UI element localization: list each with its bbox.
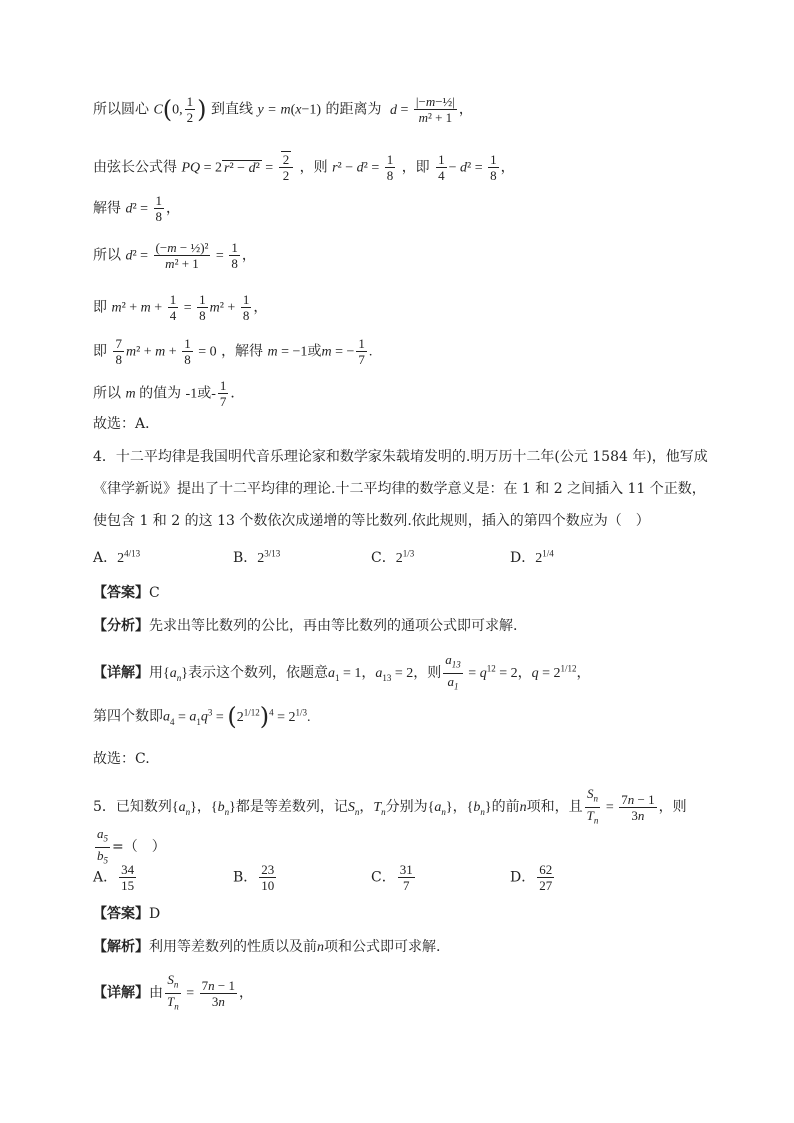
denominator: 15 — [121, 878, 135, 893]
q4-line2: 《律学新说》提出了十二平均律的理论.十二平均律的数学意义是：在 1 和 2 之间插入 11 个正数， — [93, 481, 706, 497]
q4-choose: 故选：C. — [93, 751, 150, 767]
analysis-text: 项和公式即可求解. — [324, 939, 441, 955]
text: ，即 — [401, 159, 430, 176]
text: 到直线 — [211, 101, 253, 118]
detail-tag: 【详解】 — [93, 985, 149, 1002]
q4-option-b: B．$2^{3/13}$ — [233, 548, 281, 566]
choose-a: 故选：A． — [93, 416, 160, 432]
text: 所以圆心 — [93, 101, 149, 118]
text: ，解得 — [221, 343, 264, 360]
text: 即 — [93, 299, 107, 316]
option-label: D． — [510, 550, 536, 566]
text: 的值为 — [139, 385, 182, 402]
line-solve-m: 即 $\frac{7}{8}$ m² + m + $\frac{1}{8}$ = 0 ，解得 m = −1或m = − $\frac{1}{7}$ . — [93, 336, 373, 367]
text: ，则 — [299, 159, 328, 176]
line-circle-center-distance: 所以圆心 C(0, $\frac{1}{2}$ ) 到直线 y = m(x−1) 的距离为 d = $\frac{\text{|−m−½|}}{\text{m² + 1}}$ ， — [93, 94, 473, 125]
answer-value: C — [149, 585, 160, 601]
q4-line1: 4．十二平均律是我国明代音乐理论家和数学家朱载堉发明的.明万历十二年(公元 1584 年)，他写成 — [93, 449, 708, 465]
q5-analysis: 【解析】利用等差数列的性质以及前n项和公式即可求解. — [93, 939, 441, 955]
q5-option-c — [371, 862, 417, 893]
text: 或 — [307, 343, 322, 360]
text: 的距离为 — [325, 101, 382, 118]
text: 所以 — [93, 247, 121, 264]
q5-option-b — [233, 862, 278, 893]
analysis-text: 先求出等比数列的公比，再由等比数列的通项公式即可求解. — [149, 618, 518, 634]
denominator: 10 — [261, 878, 275, 893]
numerator: 31 — [399, 862, 413, 877]
option-label: C． — [371, 550, 396, 566]
text: 所以 — [93, 385, 121, 402]
text: ，则 — [658, 799, 687, 816]
text: 表示这个数列，依题意 — [187, 665, 328, 682]
answer-tag: 【答案】 — [93, 906, 149, 922]
q4-line3: 使包含 1 和 2 的这 13 个数依次成递增的等比数列.依此规则，插入的第四个数应为（ ） — [93, 513, 650, 529]
q5-option-d — [510, 862, 556, 893]
q4-answer — [93, 583, 160, 603]
text: 5．已知数列 — [93, 799, 172, 816]
line-d-squared-eq: 所以 d² = $\frac{\text{(−m − ½)²}}{\text{m² + 1}}$ = $\frac{1}{8}$ ， — [93, 240, 256, 271]
line-equation-m: 即 m² + m + $\frac{1}{4}$ = $\frac{1}{8}$ m² + $\frac{1}{8}$ ， — [93, 292, 268, 323]
text: 都是等差数列，记 — [235, 799, 348, 816]
analysis-text: 利用等差数列的性质以及前 — [149, 939, 317, 955]
option-label: C． — [371, 869, 396, 886]
denominator: 27 — [539, 878, 553, 893]
text: 由弦长公式得 — [93, 159, 177, 176]
option-label: A． — [93, 869, 118, 886]
q5-line2: $\frac{a_5}{b_5}$ =（ ） — [97, 826, 166, 866]
answer-tag: 【答案】 — [93, 585, 149, 601]
text: 用 — [149, 665, 163, 682]
q5-option-a — [93, 862, 138, 893]
line-solve-d: 解得 d² = $\frac{1}{8}$ ， — [93, 193, 181, 224]
q4-analysis — [93, 616, 517, 636]
q5-answer — [93, 904, 160, 924]
text: 分别为 — [385, 799, 428, 816]
numerator: 34 — [121, 862, 135, 877]
numerator: 23 — [261, 862, 275, 877]
q4-option-d: D．$2^{1/4}$ — [510, 548, 554, 566]
q4-option-c: C．$2^{1/3}$ — [371, 548, 415, 566]
line-m-values: 所以 m 的值为 -1或- $\frac{1}{7}$ ． — [93, 378, 245, 409]
text: 第四个数即 — [93, 708, 163, 725]
analysis-tag: 【分析】 — [93, 618, 149, 634]
analysis-tag: 【解析】 — [93, 939, 149, 955]
text: 项和，且 — [526, 799, 583, 816]
text: 的前 — [491, 799, 520, 816]
q4-detail: 【详解】用$\{a_n\}$表示这个数列，依题意$a_1 = 1$，$a_{13} = 2$，则 $\frac{a_{13}}{a_1}$ = $q^{12} = 2$，$q = 2^{1/12}$， — [93, 652, 591, 692]
line-chord-formula: 由弦长公式得 PQ = 2 r² − d² = $\frac{2}{2}$ ，则 r² − d² = $\frac{1}{8}$ ，即 $\frac{1}{4}$ − d² = $\frac{1}{8}$ ， — [93, 152, 515, 183]
denominator: 7 — [402, 878, 410, 893]
option-label: D． — [510, 869, 536, 886]
text: 即 — [93, 343, 107, 360]
q4-fourth-number: 第四个数即$a_4 = a_1q^3 = (2^{1/12})^4 = 2^{1/3}$. — [93, 702, 311, 731]
option-label: B． — [233, 550, 258, 566]
text: -1或- — [185, 386, 216, 402]
text: 解得 — [93, 200, 121, 217]
text: ，则 — [413, 665, 442, 682]
numerator: 62 — [539, 862, 553, 877]
q4-option-a: A．$2^{4/13}$ — [93, 548, 141, 566]
q5-line1: 5．已知数列$\{a_n\}$，$\{b_n\}$都是等差数列，记$S_n$，$T_n$分别为$\{a_n\}$，$\{b_n\}$的前n项和，且 $\frac{S_n}{T_n}$ = $\frac{7n - 1}{3n}$ ，则 — [93, 786, 687, 826]
option-label: B． — [233, 869, 258, 886]
detail-tag: 【详解】 — [93, 665, 149, 682]
option-label: A． — [93, 550, 118, 566]
text: 由 — [149, 985, 163, 1002]
answer-value: D — [149, 906, 161, 922]
q5-detail: 【详解】由 $\frac{S_n}{T_n}$ = $\frac{7n - 1}{3n}$ ， — [93, 972, 253, 1012]
text: =（ ） — [112, 839, 166, 856]
